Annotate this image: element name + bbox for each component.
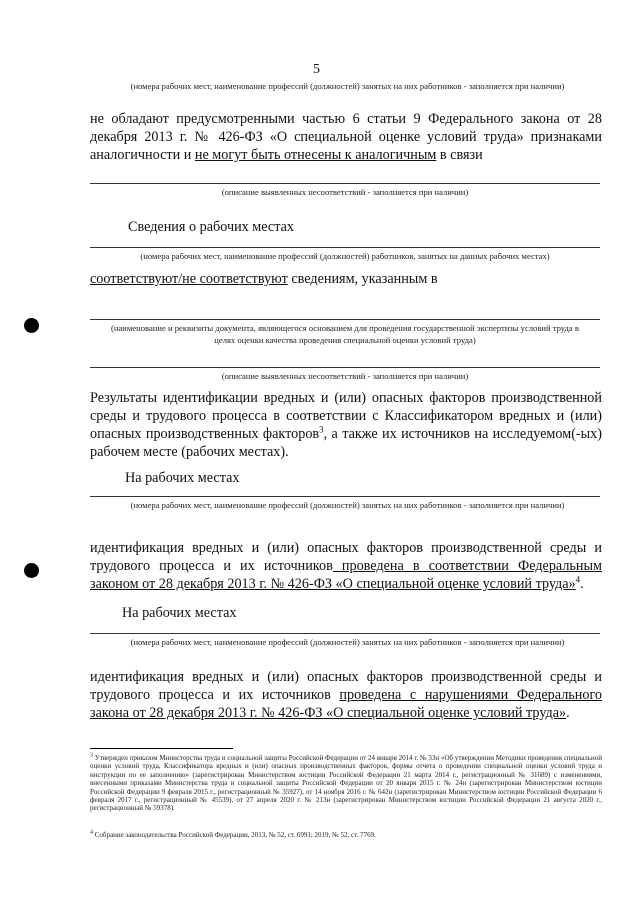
fill-line-workplaces-4 [90,633,600,634]
page-number: 5 [313,62,320,77]
p1-text-1: не обладают предусмотренными частью 6 статьи 9 Федерального закона от 28 декабря 2013 г. № 426-ФЗ «О специальной оценке условий труда» признаками аналогичности и [90,111,602,163]
fill-line-workplaces-2 [90,247,600,248]
paragraph-identification-compliant [90,539,602,593]
paragraph-identification-results [90,389,602,461]
binder-hole [24,563,39,578]
footnote-3-text: Утвержден приказом Министерства труда и социальной защиты Российской Федерации от 24 января 2014 г. № 33н «Об утверждении Методики проведения специальной оценки условий труда, Классификатора вредных и (или) опасных производственных факторов, формы отчета о проведении специальной оценки условий труда и инструкции по ее заполнению» (зарегистрирован Министерством юстиции Российской Федерации 21 марта 2014 г., регистрационный № 31689) с изменениями, внесенными приказами Министерства труда и социальной защиты Российской Федерации от 20 января 2015 г. № 24н (зарегистрирован Министерством юстиции Российской Федерации 9 февраля 2015 г., регистрационный № 35927), от 14 ноября 2016 г. № 642н (зарегистрирован Министерством юстиции Российской Федерации 6 февраля 2017 г., регистрационный № 45539), от 27 апреля 2020 г. № 213н (зарегистрирован Министерством юстиции Российской Федерации 21 августа 2020 г., регистрационный № 59378). [90,754,602,813]
footnote-ref-3: 3 [319,424,324,435]
footnote-4 [90,831,602,839]
paragraph-identification-violations [90,668,602,722]
footnote-separator [90,748,233,749]
p2-underlined: соответствуют/не соответствуют [90,271,288,287]
footnote-3 [90,754,602,813]
p4-text-1: идентификация вредных и (или) опасных факторов производственной среды и трудового процесса и их источников [90,540,602,574]
note-discrepancy-1: (описание выявленных несоответствий - заполняется при наличии) [221,187,469,197]
p3-text-1: Результаты идентификации вредных и (или) опасных факторов производственной среды и трудового процесса в соответствии с Классификатором вредных и (или) опасных производственных факторов [90,390,602,442]
note-document: (наименование и реквизиты документа, являющегося основанием для проведения государственной экспертизы условий труда в целях оценки качества проведения специальной оценки условий труда) [111,323,579,345]
fill-line-document [90,319,600,320]
p4-underlined: проведена в соответствии Федеральным законом от 28 декабря 2013 г. № 426-ФЗ «О специальной оценке условий труда» [90,558,603,592]
p5-text-3: . [566,705,570,721]
note-workplaces: (номера рабочих мест, наименование профессий (должностей) занятых на них работников - заполняется при наличии) [130,81,565,91]
p1-text-3: в связи [436,147,483,163]
heading-on-workplaces-1: На рабочих местах [125,470,240,486]
p5-underlined: проведена с нарушениями Федерального закона от 28 декабря 2013 г. № 426-ФЗ «О специальной оценке условий труда» [90,687,602,721]
paragraph-correspond [90,270,602,288]
fill-line-discrepancy-1 [90,183,600,184]
note-workplaces-3: (номера рабочих мест, наименование профессий (должностей) занятых на них работников - заполняется при наличии) [130,637,565,647]
heading-workplaces-info: Сведения о рабочих местах [128,219,294,235]
p5-text-1: идентификация вредных и (или) опасных факторов производственной среды и трудового процесса и их источников [90,669,602,703]
note-discrepancy-2: (описание выявленных несоответствий - заполняется при наличии) [221,371,469,381]
footnote-ref-4: 4 [575,574,581,585]
footnote-4-text: Собрание законодательства Российской Федерации, 2013, № 52, ст. 6991; 2019, № 52, ст. 7769. [93,831,376,839]
p3-text-2: , а также их источников на исследуемом(-ых) рабочем месте (рабочих местах). [90,426,603,460]
fill-line-workplaces-3 [90,496,600,497]
note-workplaces-2: (номера рабочих мест, наименование профессий (должностей) занятых на них работников - заполняется при наличии) [130,500,565,510]
p2-text: сведениям, указанным в [287,271,438,287]
binder-hole [24,318,39,333]
p4-text-3: . [580,576,584,592]
note-workplaces-on-places: (номера рабочих мест, наименование профессий (должностей) работников, занятых на данных рабочих местах) [140,251,550,261]
p1-underlined: не могут быть отнесены к аналогичным [194,147,437,163]
footnote-4-mark: 4 [90,829,93,836]
footnote-3-mark: 3 [90,752,93,759]
fill-line-discrepancy-2 [90,367,600,368]
heading-on-workplaces-2: На рабочих местах [122,605,237,621]
paragraph-not-analogous [90,110,602,164]
